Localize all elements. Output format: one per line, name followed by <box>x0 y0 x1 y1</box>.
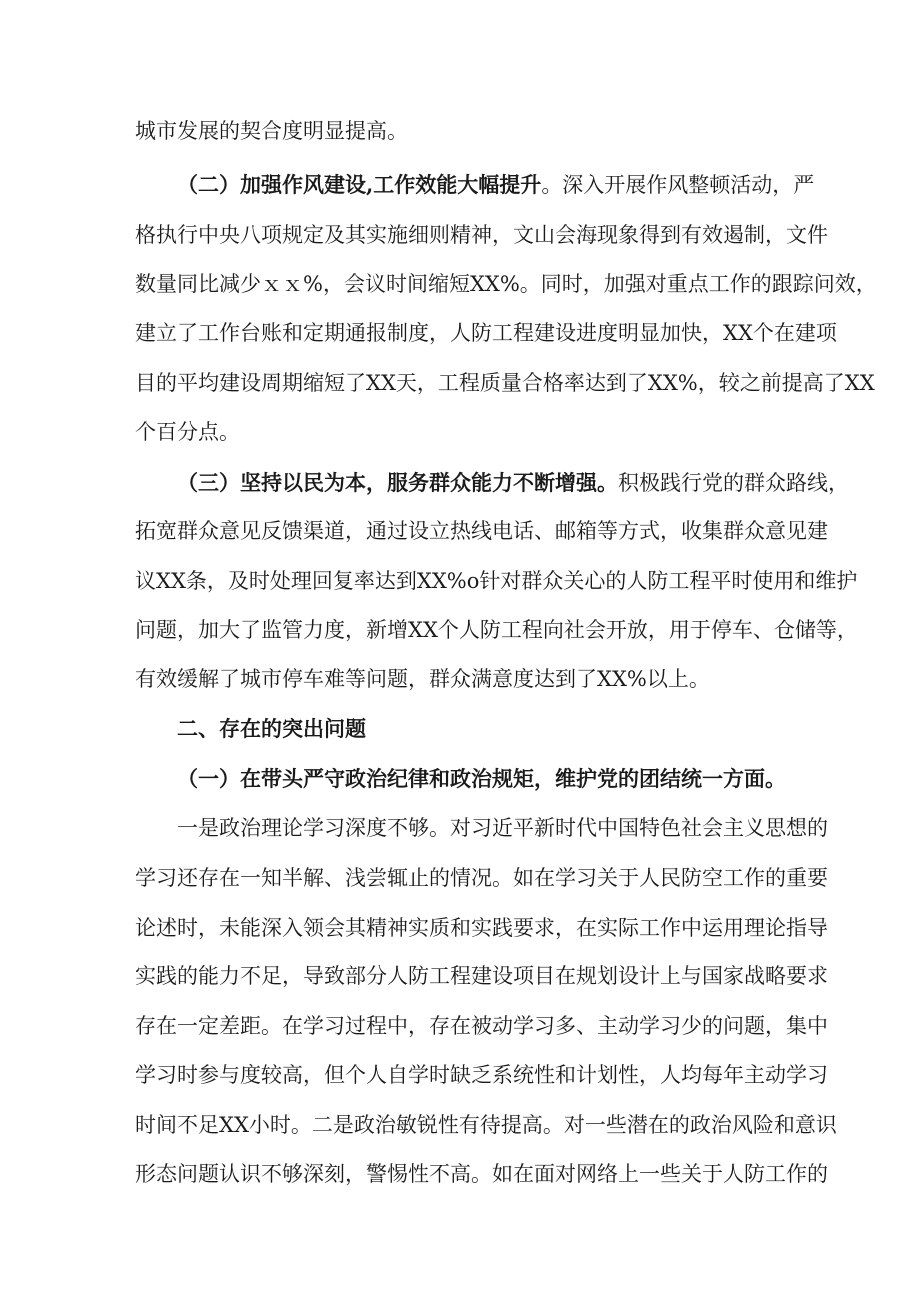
paragraph-line: 城市发展的契合度明显提高。 <box>135 119 408 143</box>
section-heading: 二、存在的突出问题 <box>177 716 366 741</box>
paragraph-line: 学习时参与度较高，但个人自学时缺乏系统性和计划性，人均每年主动学习 <box>135 1063 828 1087</box>
paragraph-line: 存在一定差距。在学习过程中，存在被动学习多、主动学习少的问题，集中 <box>135 1014 828 1038</box>
paragraph-first-line <box>177 172 815 198</box>
paragraph-line: 问题，加大了监管力度，新增XX个人防工程向社会开放，用于停车、仓储等， <box>135 618 858 642</box>
paragraph-first-line: 一是政治理论学习深度不够。对习近平新时代中国特色社会主义思想的 <box>177 816 828 840</box>
paragraph-line: 格执行中央八项规定及其实施细则精神，文山会海现象得到有效遏制，文件 <box>135 223 828 247</box>
paragraph-text: 积极践行党的群众路线， <box>618 471 849 495</box>
paragraph-line: 学习还存在一知半解、浅尝辄止的情况。如在学习关于人民防空工作的重要 <box>135 866 828 890</box>
paragraph-first-line <box>177 470 849 496</box>
paragraph-line: 论述时，未能深入领会其精神实质和实践要求，在实际工作中运用理论指导 <box>135 916 828 940</box>
paragraph-line: 数量同比减少ｘｘ%，会议时间缩短XX%。同时，加强对重点工作的跟踪问效， <box>135 272 877 296</box>
paragraph-line: 个百分点。 <box>135 420 240 444</box>
paragraph-line: 有效缓解了城市停车难等问题，群众满意度达到了XX%以上。 <box>135 667 710 691</box>
section-heading-inline: （二）加强作风建设,工作效能大幅提升 <box>177 172 542 197</box>
paragraph-line: 议XX条，及时处理回复率达到XX%o针对群众关心的人防工程平时使用和维护 <box>135 569 858 593</box>
paragraph-line: 实践的能力不足，导致部分人防工程建设项目在规划设计上与国家战略要求 <box>135 964 828 988</box>
paragraph-line: 目的平均建设周期缩短了XX天，工程质量合格率达到了XX%，较之前提高了XX <box>135 371 875 395</box>
paragraph-line: 形态问题认识不够深刻，警惕性不高。如在面对网络上一些关于人防工作的 <box>135 1162 828 1186</box>
section-heading-inline: （三）坚持以民为本，服务群众能力不断增强。 <box>177 470 618 495</box>
paragraph-line: 建立了工作台账和定期通报制度，人防工程建设进度明显加快，XX个在建项 <box>135 321 837 345</box>
paragraph-line: 时间不足XX小时。二是政治敏锐性有待提高。对一些潜在的政治风险和意识 <box>135 1113 837 1137</box>
subsection-heading: （一）在带头严守政治纪律和政治规矩，维护党的团结统一方面。 <box>177 766 786 791</box>
paragraph-text: 。深入开展作风整顿活动，严 <box>541 173 815 197</box>
paragraph-line: 拓宽群众意见反馈渠道，通过设立热线电话、邮箱等方式，收集群众意见建 <box>135 519 828 543</box>
